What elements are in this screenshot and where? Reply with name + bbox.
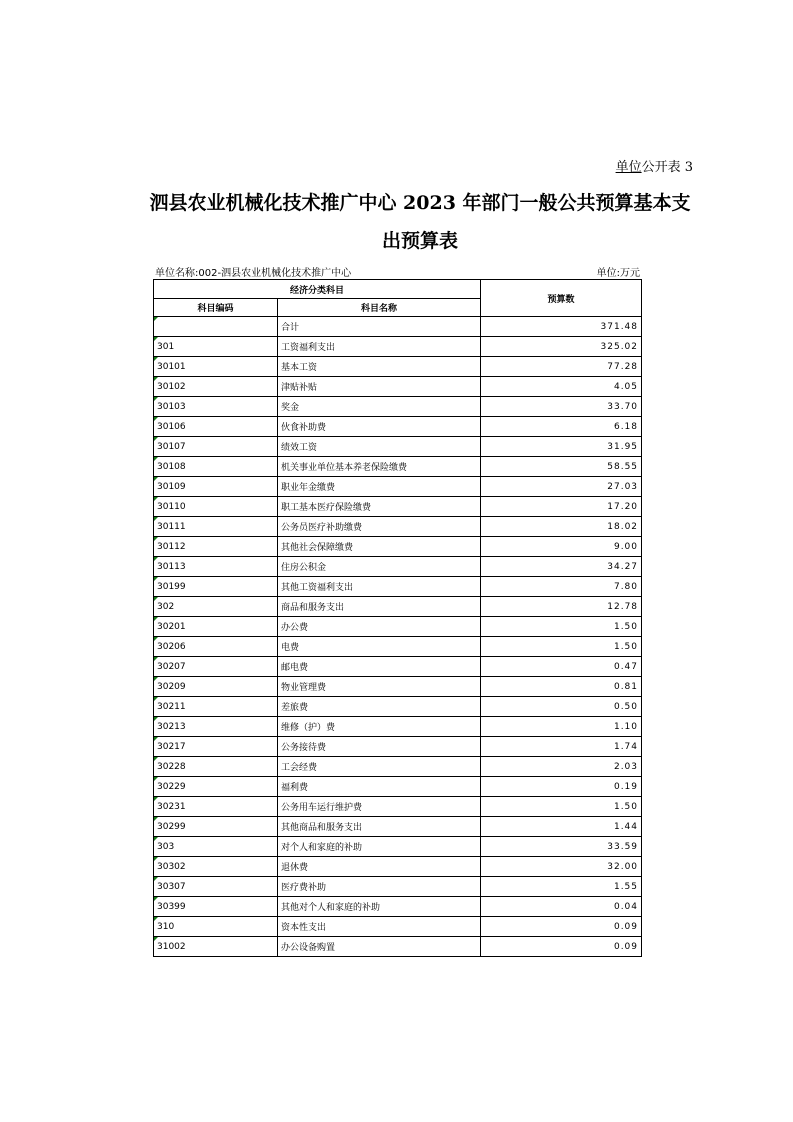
cell-amount: 31.95 (481, 437, 642, 457)
cell-name: 其他商品和服务支出 (278, 817, 481, 837)
cell-code: 303 (154, 837, 278, 857)
cell-name: 工会经费 (278, 757, 481, 777)
cell-code: 30199 (154, 577, 278, 597)
cell-code: 30211 (154, 697, 278, 717)
table-row (154, 877, 642, 897)
cell-name: 公务接待费 (278, 737, 481, 757)
cell-code: 30111 (154, 517, 278, 537)
cell-name: 住房公积金 (278, 557, 481, 577)
table-row (154, 477, 642, 497)
cell-amount: 0.19 (481, 777, 642, 797)
table-row (154, 337, 642, 357)
budget-table (153, 279, 642, 957)
cell-code: 30101 (154, 357, 278, 377)
table-row (154, 577, 642, 597)
form-code-rest: 公开表 3 (641, 160, 693, 175)
header-row-group (154, 280, 642, 299)
table-row (154, 797, 642, 817)
cell-amount: 0.09 (481, 937, 642, 957)
cell-name: 医疗费补助 (278, 877, 481, 897)
table-row (154, 857, 642, 877)
cell-name: 基本工资 (278, 357, 481, 377)
cell-code: 30399 (154, 897, 278, 917)
meta-row (155, 264, 640, 279)
cell-amount: 7.80 (481, 577, 642, 597)
cell-amount: 9.00 (481, 537, 642, 557)
cell-name: 商品和服务支出 (278, 597, 481, 617)
cell-code: 30106 (154, 417, 278, 437)
cell-code: 30213 (154, 717, 278, 737)
cell-name: 物业管理费 (278, 677, 481, 697)
table-row (154, 777, 642, 797)
cell-amount: 0.09 (481, 917, 642, 937)
cell-code (154, 317, 278, 337)
table-row (154, 557, 642, 577)
cell-code: 310 (154, 917, 278, 937)
cell-code: 30302 (154, 857, 278, 877)
table-row (154, 317, 642, 337)
cell-amount: 32.00 (481, 857, 642, 877)
cell-code: 30108 (154, 457, 278, 477)
cell-name: 职工基本医疗保险缴费 (278, 497, 481, 517)
cell-amount: 4.05 (481, 377, 642, 397)
form-code-underlined: 单位 (615, 160, 642, 175)
table-row (154, 637, 642, 657)
table-row (154, 597, 642, 617)
cell-amount: 2.03 (481, 757, 642, 777)
cell-amount: 1.55 (481, 877, 642, 897)
cell-amount: 1.74 (481, 737, 642, 757)
table-row (154, 917, 642, 937)
table-row (154, 677, 642, 697)
table-row (154, 817, 642, 837)
cell-code: 30307 (154, 877, 278, 897)
cell-name: 资本性支出 (278, 917, 481, 937)
table-row (154, 717, 642, 737)
cell-code: 30201 (154, 617, 278, 637)
cell-amount: 34.27 (481, 557, 642, 577)
cell-name: 公务员医疗补助缴费 (278, 517, 481, 537)
unit-name: 单位名称:002-泗县农业机械化技术推广中心 (155, 268, 352, 279)
table-row (154, 837, 642, 857)
cell-name: 邮电费 (278, 657, 481, 677)
cell-amount: 33.70 (481, 397, 642, 417)
cell-amount: 325.02 (481, 337, 642, 357)
header-name: 科目名称 (278, 299, 481, 317)
cell-code: 302 (154, 597, 278, 617)
table-body (154, 317, 642, 957)
table-row (154, 617, 642, 637)
cell-name: 其他对个人和家庭的补助 (278, 897, 481, 917)
cell-amount: 17.20 (481, 497, 642, 517)
table-row (154, 417, 642, 437)
cell-amount: 0.04 (481, 897, 642, 917)
table-row (154, 437, 642, 457)
cell-code: 30217 (154, 737, 278, 757)
table-row (154, 457, 642, 477)
table-row (154, 357, 642, 377)
cell-amount: 371.48 (481, 317, 642, 337)
form-code (616, 156, 693, 175)
cell-name: 福利费 (278, 777, 481, 797)
cell-amount: 0.50 (481, 697, 642, 717)
page-title: 泗县农业机械化技术推广中心 2023 年部门一般公共预算基本支出预算表 (149, 192, 691, 252)
cell-name: 工资福利支出 (278, 337, 481, 357)
cell-code: 30299 (154, 817, 278, 837)
cell-name: 电费 (278, 637, 481, 657)
header-group: 经济分类科目 (154, 280, 481, 299)
table-row (154, 897, 642, 917)
cell-name: 职业年金缴费 (278, 477, 481, 497)
cell-amount: 6.18 (481, 417, 642, 437)
table-row (154, 757, 642, 777)
cell-name: 奖金 (278, 397, 481, 417)
header-amount: 预算数 (481, 280, 642, 317)
table-row (154, 397, 642, 417)
cell-name: 办公设备购置 (278, 937, 481, 957)
table-row (154, 697, 642, 717)
cell-amount: 33.59 (481, 837, 642, 857)
cell-code: 30209 (154, 677, 278, 697)
cell-code: 31002 (154, 937, 278, 957)
cell-amount: 1.10 (481, 717, 642, 737)
table-row (154, 657, 642, 677)
cell-code: 30231 (154, 797, 278, 817)
cell-name: 差旅费 (278, 697, 481, 717)
cell-name: 合计 (278, 317, 481, 337)
cell-code: 30206 (154, 637, 278, 657)
cell-code: 30103 (154, 397, 278, 417)
cell-name: 退休费 (278, 857, 481, 877)
unit-label: 单位:万元 (596, 268, 640, 279)
table-row (154, 537, 642, 557)
cell-amount: 58.55 (481, 457, 642, 477)
cell-code: 30109 (154, 477, 278, 497)
cell-amount: 77.28 (481, 357, 642, 377)
cell-amount: 1.50 (481, 797, 642, 817)
cell-code: 30110 (154, 497, 278, 517)
cell-code: 30229 (154, 777, 278, 797)
cell-amount: 18.02 (481, 517, 642, 537)
cell-name: 公务用车运行维护费 (278, 797, 481, 817)
table-row (154, 737, 642, 757)
cell-amount: 1.50 (481, 637, 642, 657)
table-row (154, 377, 642, 397)
table-row (154, 517, 642, 537)
cell-name: 其他社会保障缴费 (278, 537, 481, 557)
cell-amount: 12.78 (481, 597, 642, 617)
cell-code: 30112 (154, 537, 278, 557)
cell-amount: 1.44 (481, 817, 642, 837)
cell-name: 绩效工资 (278, 437, 481, 457)
cell-code: 30228 (154, 757, 278, 777)
cell-code: 30102 (154, 377, 278, 397)
cell-amount: 1.50 (481, 617, 642, 637)
cell-amount: 0.47 (481, 657, 642, 677)
header-code: 科目编码 (154, 299, 278, 317)
cell-name: 津贴补贴 (278, 377, 481, 397)
cell-code: 30113 (154, 557, 278, 577)
cell-name: 其他工资福利支出 (278, 577, 481, 597)
table-row (154, 497, 642, 517)
cell-name: 对个人和家庭的补助 (278, 837, 481, 857)
cell-amount: 0.81 (481, 677, 642, 697)
cell-code: 30207 (154, 657, 278, 677)
cell-code: 30107 (154, 437, 278, 457)
cell-code: 301 (154, 337, 278, 357)
cell-name: 机关事业单位基本养老保险缴费 (278, 457, 481, 477)
table-row (154, 937, 642, 957)
cell-name: 伙食补助费 (278, 417, 481, 437)
cell-name: 维修（护）费 (278, 717, 481, 737)
cell-amount: 27.03 (481, 477, 642, 497)
cell-name: 办公费 (278, 617, 481, 637)
